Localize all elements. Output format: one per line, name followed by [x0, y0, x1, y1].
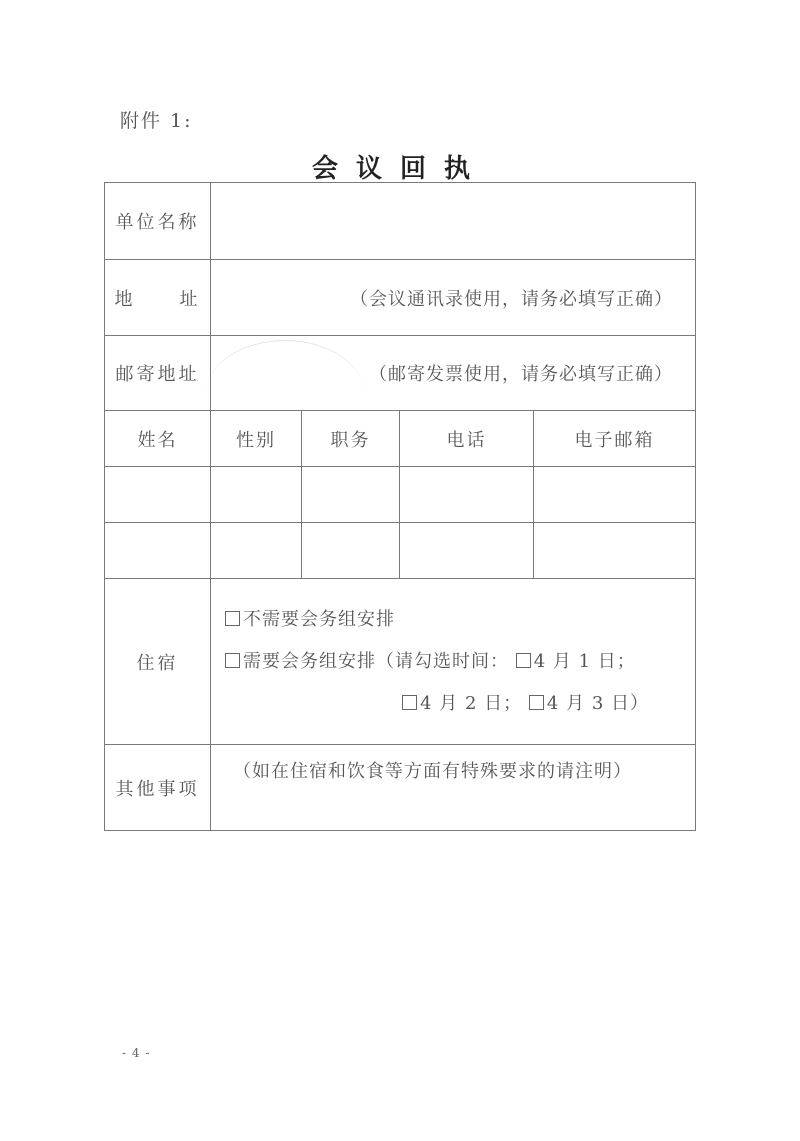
other-matters-field[interactable] [211, 745, 696, 831]
form-title: 会议回执 [311, 154, 488, 184]
attendee-name-cell[interactable] [105, 523, 211, 579]
attendee-row [105, 523, 696, 579]
attendee-position-cell[interactable] [302, 523, 400, 579]
lodging-dates-line [225, 683, 695, 725]
mailing-address-note: （邮寄发票使用，请务必填写正确） [369, 364, 673, 385]
lodging-label: 住宿 [105, 579, 211, 745]
attendee-phone-cell[interactable] [400, 467, 534, 523]
attendee-header-row [105, 411, 696, 467]
checkbox-date-3[interactable] [529, 695, 544, 710]
mailing-address-label: 邮寄地址 [105, 336, 211, 411]
checkbox-no-arrangement[interactable] [225, 611, 240, 626]
checkbox-date-2[interactable] [402, 695, 417, 710]
lodging-option-yes-label: 需要会务组安排（请勾选时间： [243, 650, 509, 672]
header-phone: 电话 [400, 411, 534, 467]
checkbox-need-arrangement[interactable] [225, 653, 240, 668]
header-email: 电子邮箱 [534, 411, 696, 467]
attendee-name-cell[interactable] [105, 467, 211, 523]
unit-name-row [105, 183, 696, 260]
address-label-char-1: 地 [114, 288, 136, 310]
date-3-label: 4 月 3 日） [546, 692, 649, 714]
checkbox-date-1[interactable] [516, 653, 531, 668]
mailing-address-field[interactable] [211, 336, 696, 411]
attendee-gender-cell[interactable] [211, 467, 302, 523]
date-1-label: 4 月 1 日； [533, 650, 636, 672]
lodging-option-no [225, 599, 695, 641]
attendee-gender-cell[interactable] [211, 523, 302, 579]
lodging-row [105, 579, 696, 745]
header-name: 姓名 [105, 411, 211, 467]
unit-name-label: 单位名称 [105, 183, 211, 260]
lodging-option-yes [225, 641, 695, 683]
lodging-option-no-label: 不需要会务组安排 [243, 608, 395, 630]
attendee-position-cell[interactable] [302, 467, 400, 523]
address-field[interactable] [211, 260, 696, 336]
other-matters-note: （如在住宿和饮食等方面有特殊要求的请注明） [233, 761, 632, 782]
header-position: 职务 [302, 411, 400, 467]
attachment-label: 附件 1: [120, 110, 193, 132]
header-gender: 性别 [211, 411, 302, 467]
page-number: - 4 - [122, 1046, 151, 1060]
unit-name-field[interactable] [211, 183, 696, 260]
attendee-row [105, 467, 696, 523]
other-matters-row [105, 745, 696, 831]
attendee-email-cell[interactable] [534, 523, 696, 579]
reply-form-table [104, 182, 696, 831]
lodging-options [211, 579, 696, 745]
address-row [105, 260, 696, 336]
address-label-char-2: 址 [179, 288, 201, 310]
other-matters-label: 其他事项 [105, 745, 211, 831]
attendee-phone-cell[interactable] [400, 523, 534, 579]
mailing-address-row [105, 336, 696, 411]
attendee-email-cell[interactable] [534, 467, 696, 523]
address-note: （会议通讯录使用，请务必填写正确） [350, 288, 673, 310]
address-label [105, 260, 211, 336]
date-2-label: 4 月 2 日； [420, 692, 523, 714]
